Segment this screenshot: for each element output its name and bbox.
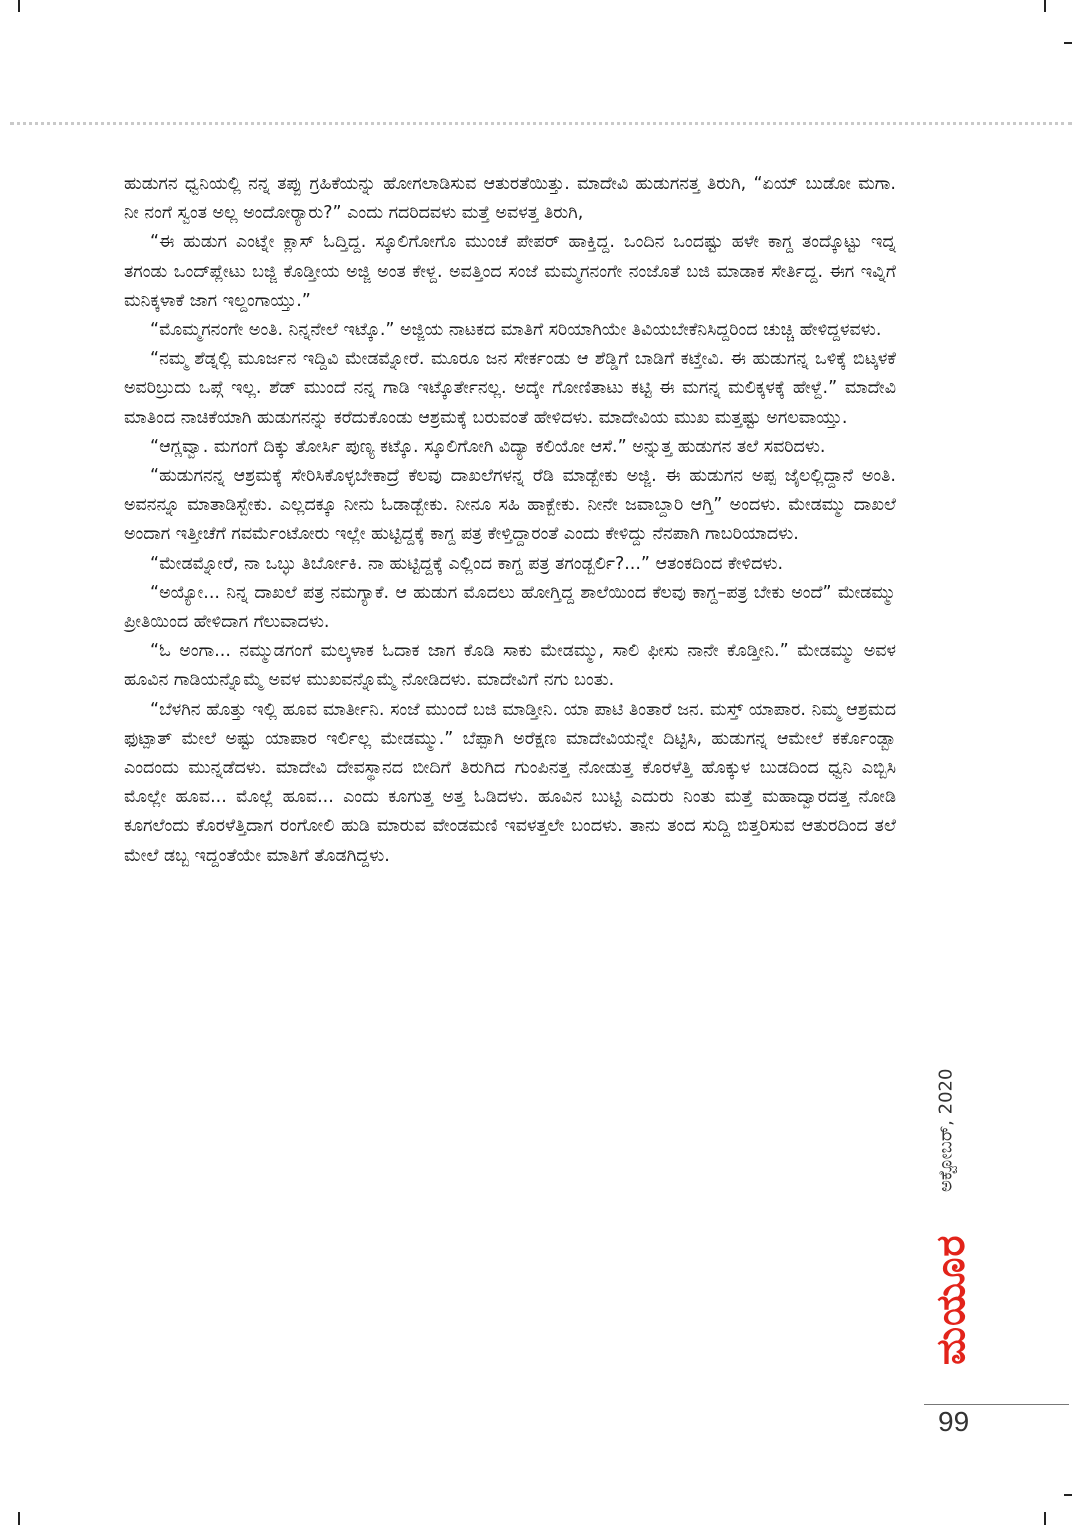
crop-mark-bottom-left — [18, 1512, 20, 1525]
page-number: 99 — [938, 1406, 970, 1437]
paragraph: “ಮೊಮ್ಮಗನಂಗೇ ಅಂತಿ. ನಿನ್ನನೇಲೆ ಇಟ್ಕೊ.” ಅಜ್ಜಿಯ ನಾಟಕದ ಮಾತಿಗೆ ಸರಿಯಾಗಿಯೇ ತಿವಿಯಬೇಕೆನಿಸಿದ್ದರಿಂದ ಚುಚ್ಚಿ ಹೇಳಿದ್ದಳವಳು. — [150, 320, 882, 341]
issue-date: ಅಕ್ಟೋಬರ್, 2020 — [935, 1068, 957, 1192]
header-dotted-rule — [10, 122, 1072, 125]
paragraph: “ಬೆಳಗಿನ ಹೊತ್ತು ಇಲ್ಲಿ ಹೂವ ಮಾರ್ತೀನಿ. ಸಂಜೆ ಮುಂದೆ ಬಜಿ ಮಾಡ್ತೀನಿ. ಯಾ ಪಾಟಿ ತಿಂತಾರೆ ಜನ. ಮಸ್ತ್ ಯಾಪಾರ. ನಿಮ್ಮ ಆಶ್ರಮದ ಫುಟ್ಪಾತ್ ಮೇಲೆ ಅಷ್ಟು ಯಾಪಾರ ಇರ್ಲಿಲ್ಲ ಮೇಡಮ್ಮು.” ಬೆಪ್ಪಾಗಿ ಅರೆಕ್ಷಣ ಮಾದೇವಿಯನ್ನೇ ದಿಟ್ಟಿಸಿ, ಹುಡುಗನ್ನ ಆಮೇಲೆ ಕರ್ಕೊಂಡ್ಬಾ ಎಂದಂದು ಮುನ್ನಡೆದಳು. ಮಾದೇವಿ ದೇವಸ್ಥಾನದ ಬೀದಿಗೆ ತಿರುಗಿದ ಗುಂಪಿನತ್ತ ನೋಡುತ್ತ ಕೊರಳೆತ್ತಿ ಹೊಕ್ಕುಳ ಬುಡದಿಂದ ಧ್ವನಿ ಎಬ್ಬಿಸಿ ಮೊಲ್ಲೇ ಹೂವ... ಮೊಲ್ಲೆ ಹೂವ... ಎಂದು ಕೂಗುತ್ತ ಅತ್ತ ಓಡಿದಳು. ಹೂವಿನ ಬುಟ್ಟಿ ಎದುರು ನಿಂತು ಮತ್ತೆ ಮಹಾದ್ವಾರದತ್ತ ನೋಡಿ ಕೂಗಲೆಂದು ಕೊರಳೆತ್ತಿದಾಗ ರಂಗೋಲಿ ಹುಡಿ ಮಾರುವ ವೇಂಡಮಣಿ ಇವಳತ್ತಲೇ ಬಂದಳು. ತಾನು ತಂದ ಸುದ್ದಿ ಬಿತ್ತರಿಸುವ ಆತುರದಿಂದ ತಲೆ ಮೇಲೆ ಡಬ್ಬ ಇದ್ದಂತೆಯೇ ಮಾತಿಗೆ ತೊಡಗಿದ್ದಳು. — [124, 699, 896, 866]
paragraph: ಹುಡುಗನ ಧ್ವನಿಯಲ್ಲಿ ನನ್ನ ತಪ್ಪು ಗ್ರಹಿಕೆಯನ್ನು ಹೋಗಲಾಡಿಸುವ ಆತುರತೆಯಿತ್ತು. ಮಾದೇವಿ ಹುಡುಗನತ್ತ ತಿರುಗಿ, “ಏಯ್ ಬುಡೋ ಮಗಾ. ನೀ ನಂಗೆ ಸ್ವಂತ ಅಲ್ಲ ಅಂದೋರ್‍ಯಾರು?” ಎಂದು ಗದರಿದವಳು ಮತ್ತೆ ಅವಳತ್ತ ತಿರುಗಿ, — [124, 174, 896, 224]
crop-mark-top-left — [18, 0, 20, 12]
magazine-masthead: ಮಯೂರ — [928, 1234, 974, 1366]
side-footer — [916, 1060, 976, 1400]
paragraph: “ಅಯ್ಯೋ... ನಿನ್ನ ದಾಖಲೆ ಪತ್ರ ನಮಗ್ಯಾಕೆ. ಆ ಹುಡುಗ ಮೊದಲು ಹೋಗ್ತಿದ್ದ ಶಾಲೆಯಿಂದ ಕೆಲವು ಕಾಗ್ದ–ಪತ್ರ ಬೇಕು ಅಂದೆ” ಮೇಡಮ್ಮು ಪ್ರೀತಿಯಿಂದ ಹೇಳಿದಾಗ ಗೆಲುವಾದಳು. — [124, 582, 896, 633]
crop-mark-bottom-right-side — [1064, 1494, 1072, 1496]
crop-mark-top-right — [1044, 0, 1046, 12]
paragraph: “ಆಗ್ಲವ್ವಾ. ಮಗಂಗೆ ದಿಕ್ಕು ತೋರ್ಸಿ ಪುಣ್ಯ ಕಟ್ಕೊ. ಸ್ಕೂಲಿಗೋಗಿ ವಿದ್ಯಾ ಕಲಿಯೋ ಆಸೆ.” ಅನ್ನುತ್ತ ಹುಡುಗನ ತಲೆ ಸವರಿದಳು. — [150, 436, 826, 457]
paragraph: “ಮೇಡಮ್ನೋರೆ, ನಾ ಒಬ್ಳು ತಿರ್ಬೋಕಿ. ನಾ ಹುಟ್ಟಿದ್ದಕ್ಕೆ ಎಲ್ಲಿಂದ ಕಾಗ್ದ ಪತ್ರ ತಗಂಡ್ಬರ್ಲಿ?...” ಆತಂಕದಿಂದ ಕೇಳಿದಳು. — [150, 553, 784, 574]
paragraph: “ಈ ಹುಡುಗ ಎಂಟ್ನೇ ಕ್ಲಾಸ್ ಓದ್ತಿದ್ದ. ಸ್ಕೂಲಿಗೋಗೊ ಮುಂಚೆ ಪೇಪರ್ ಹಾಕ್ತಿದ್ದ. ಒಂದಿನ ಒಂದಷ್ಟು ಹಳೇ ಕಾಗ್ದ ತಂದ್ಕೊಟ್ಟು ಇದ್ನ ತಗಂಡು ಒಂದ್‍ಪ್ಲೇಟು ಬಜ್ಜಿ ಕೊಡ್ತೀಯ ಅಜ್ಜಿ ಅಂತ ಕೇಳ್ದ. ಅವತ್ತಿಂದ ಸಂಜೆ ಮಮ್ಮಗನಂಗೇ ನಂಜೊತೆ ಬಜಿ ಮಾಡಾಕ ಸೇರ್ತಿದ್ದ. ಈಗ ಇವ್ನಿಗೆ ಮನಿಕ್ಕಳಾಕೆ ಜಾಗ ಇಲ್ದಂಗಾಯ್ತು.” — [124, 232, 896, 311]
crop-mark-bottom-right — [1044, 1512, 1046, 1525]
paragraph: “ನಮ್ಮ ಶೆಡ್ನಲ್ಲಿ ಮೂರ್ಜನ ಇದ್ದಿವಿ ಮೇಡಮ್ನೋರೆ. ಮೂರೂ ಜನ ಸೇರ್ಕಂಡು ಆ ಶೆಡ್ಡಿಗೆ ಬಾಡಿಗೆ ಕಟ್ತೇವಿ. ಈ ಹುಡುಗನ್ನ ಒಳಿಕ್ಕೆ ಬಿಟ್ಕಳಕೆ ಅವರಿಬ್ರುದು ಒಪ್ಗೆ ಇಲ್ಲ. ಶೆಡ್ ಮುಂದೆ ನನ್ನ ಗಾಡಿ ಇಟ್ಕೊರ್ತೇನಲ್ಲ. ಅದ್ಕೇ ಗೋಣಿತಾಟು ಕಟ್ಟಿ ಈ ಮಗನ್ನ ಮಲಿಕ್ಕಳಕ್ಕೆ ಹೇಳ್ದೆ.” ಮಾದೇವಿ ಮಾತಿಂದ ನಾಚಿಕೆಯಾಗಿ ಹುಡುಗನನ್ನು ಕರೆದುಕೊಂಡು ಆಶ್ರಮಕ್ಕೆ ಬರುವಂತೆ ಹೇಳಿದಳು. ಮಾದೇವಿಯ ಮುಖ ಮತ್ತಷ್ಟು ಅಗಲವಾಯ್ತು. — [124, 349, 896, 428]
footer-rule — [924, 1404, 1069, 1405]
story-body — [124, 170, 896, 871]
crop-mark-top-right-side — [1064, 42, 1072, 44]
paragraph: “ಓ ಅಂಗಾ... ನಮ್ಮುಡಗಂಗೆ ಮಲ್ಕಳಾಕ ಓದಾಕ ಜಾಗ ಕೊಡಿ ಸಾಕು ಮೇಡಮ್ಮು, ಸಾಲಿ ಫೀಸು ನಾನೇ ಕೊಡ್ತೀನಿ.” ಮೇಡಮ್ಮು ಅವಳ ಹೂವಿನ ಗಾಡಿಯನ್ನೊಮ್ಮೆ ಅವಳ ಮುಖವನ್ನೊಮ್ಮೆ ನೋಡಿದಳು. ಮಾದೇವಿಗೆ ನಗು ಬಂತು. — [124, 641, 896, 691]
paragraph: “ಹುಡುಗನನ್ನ ಆಶ್ರಮಕ್ಕೆ ಸೇರಿಸಿಕೊಳ್ಳಬೇಕಾದ್ರೆ ಕೆಲವು ದಾಖಲೆಗಳನ್ನ ರೆಡಿ ಮಾಡ್ಬೇಕು ಅಜ್ಜಿ. ಈ ಹುಡುಗನ ಅಪ್ಪ ಜೈಲಲ್ಲಿದ್ದಾನೆ ಅಂತಿ. ಅವನನ್ನೂ ಮಾತಾಡಿಸ್ಬೇಕು. ಎಲ್ಲದಕ್ಕೂ ನೀನು ಓಡಾಡ್ಬೇಕು. ನೀನೂ ಸಹಿ ಹಾಕ್ಬೇಕು. ನೀನೇ ಜವಾಬ್ದಾರಿ ಆಗ್ತಿ” ಅಂದಳು. ಮೇಡಮ್ಮು ದಾಖಲೆ ಅಂದಾಗ ಇತ್ತೀಚೆಗೆ ಗವರ್ಮೆಂಟೋರು ಇಲ್ಲೇ ಹುಟ್ಟಿದ್ದಕ್ಕೆ ಕಾಗ್ದ ಪತ್ರ ಕೇಳ್ತಿದ್ದಾರಂತೆ ಎಂದು ಕೇಳಿದ್ದು ನೆನಪಾಗಿ ಗಾಬರಿಯಾದಳು. — [124, 466, 896, 545]
